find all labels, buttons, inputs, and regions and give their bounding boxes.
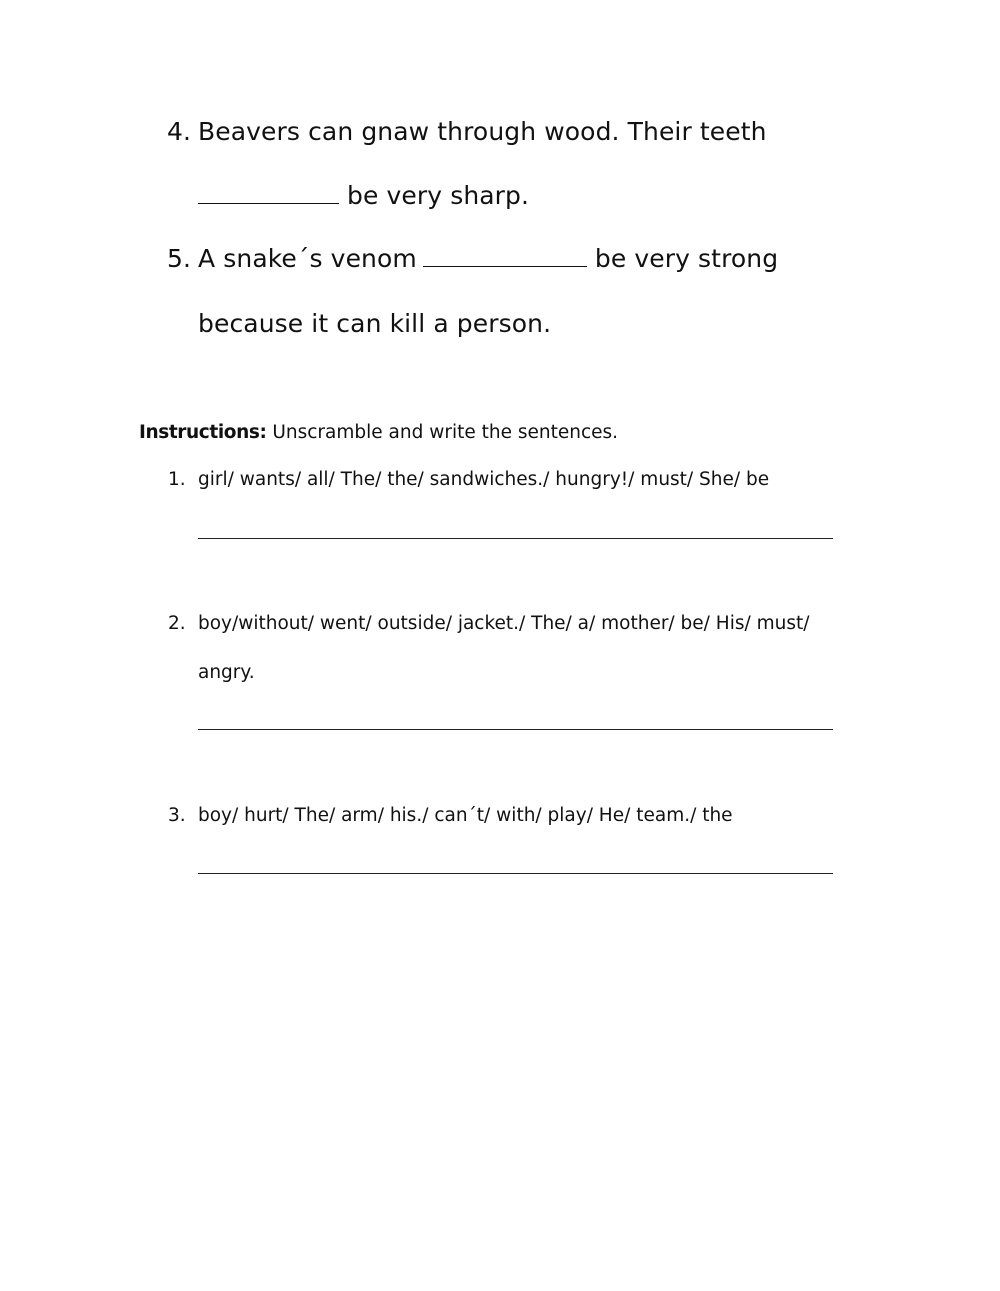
item-5-line-2: because it can kill a person.	[198, 309, 552, 338]
item-4-line-2-text: be very sharp.	[347, 181, 530, 210]
unscramble-2-number: 2.	[168, 613, 186, 634]
item-5-number: 5.	[167, 244, 192, 273]
unscramble-1-answer-line[interactable]	[198, 538, 833, 539]
item-5-before-blank: A snake´s venom	[198, 244, 417, 273]
unscramble-1-words: girl/ wants/ all/ The/ the/ sandwiches./ hungry!/ must/ She/ be	[198, 469, 770, 490]
instructions-label: Instructions:	[139, 422, 267, 443]
item-4-line-2	[198, 181, 529, 211]
instructions	[139, 421, 618, 445]
item-5-after-blank: be very strong	[594, 244, 779, 273]
unscramble-3-answer-line[interactable]	[198, 873, 833, 874]
instructions-text: Unscramble and write the sentences.	[272, 422, 619, 443]
unscramble-1-number: 1.	[168, 469, 186, 490]
item-5-line-1	[198, 244, 778, 274]
item-4-number: 4.	[167, 117, 192, 146]
item-5-blank[interactable]	[423, 265, 587, 267]
unscramble-3-words: boy/ hurt/ The/ arm/ his./ can´t/ with/ play/ He/ team./ the	[198, 805, 733, 826]
unscramble-3-number: 3.	[168, 805, 186, 826]
item-4-line-1: Beavers can gnaw through wood. Their teeth	[198, 117, 767, 146]
unscramble-2-words-cont: angry.	[198, 662, 255, 683]
unscramble-2-answer-line[interactable]	[198, 729, 833, 730]
unscramble-2-words: boy/without/ went/ outside/ jacket./ The/ a/ mother/ be/ His/ must/	[198, 613, 810, 634]
item-4-blank[interactable]	[198, 202, 339, 204]
